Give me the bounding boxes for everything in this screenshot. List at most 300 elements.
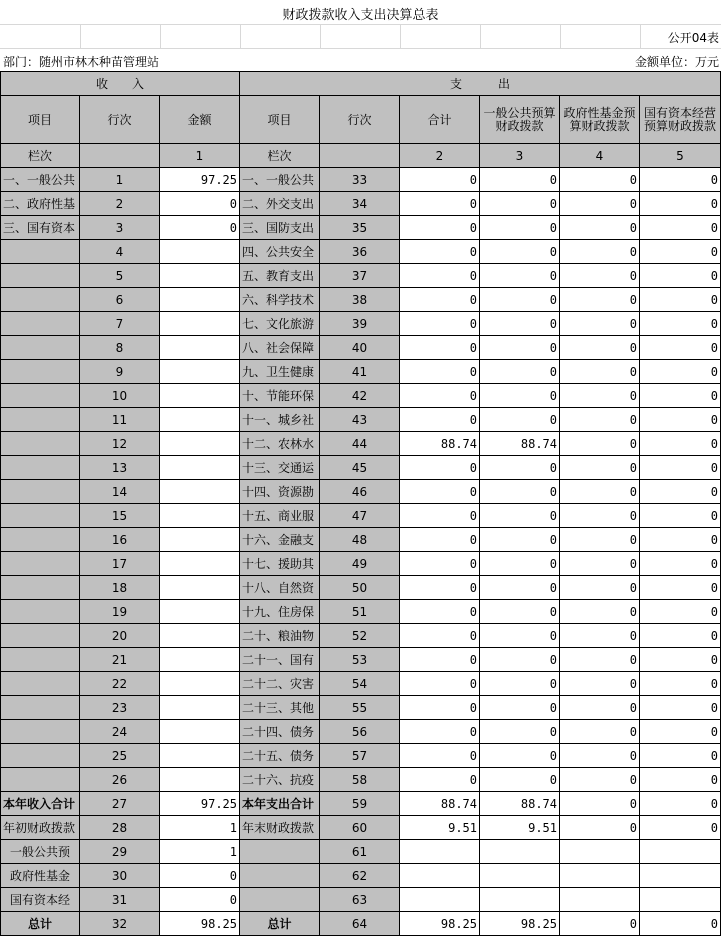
expense-fund: 0 — [560, 912, 640, 936]
expense-item: 二、外交支出 — [240, 192, 320, 216]
income-item — [0, 720, 80, 744]
expense-fund: 0 — [560, 480, 640, 504]
expense-fund: 0 — [560, 168, 640, 192]
income-line-no: 16 — [80, 528, 160, 552]
income-item — [0, 696, 80, 720]
expense-general: 0 — [480, 624, 560, 648]
expense-item — [240, 840, 320, 864]
expense-total: 0 — [400, 768, 480, 792]
expense-general: 0 — [480, 408, 560, 432]
income-line-no: 9 — [80, 360, 160, 384]
expense-item: 总计 — [240, 912, 320, 936]
expense-header: 支 出 — [240, 71, 721, 96]
income-line-no: 5 — [80, 264, 160, 288]
expense-state: 0 — [640, 528, 721, 552]
expense-state: 0 — [640, 312, 721, 336]
income-line-no: 23 — [80, 696, 160, 720]
income-item: 政府性基金 — [0, 864, 80, 888]
expense-general: 88.74 — [480, 432, 560, 456]
expense-line-no: 37 — [320, 264, 400, 288]
expense-fund: 0 — [560, 240, 640, 264]
expense-state: 0 — [640, 696, 721, 720]
income-amount: 1 — [160, 840, 240, 864]
expense-fund: 0 — [560, 456, 640, 480]
expense-item: 十七、援助其 — [240, 552, 320, 576]
income-line-no: 13 — [80, 456, 160, 480]
form-code: 公开04表 — [667, 30, 719, 45]
expense-item: 九、卫生健康 — [240, 360, 320, 384]
income-item: 总计 — [0, 912, 80, 936]
expense-total: 0 — [400, 672, 480, 696]
sheet-title: 财政拨款收入支出决算总表 — [282, 7, 439, 23]
expense-line-no: 36 — [320, 240, 400, 264]
expense-line-no: 45 — [320, 456, 400, 480]
expense-total: 0 — [400, 600, 480, 624]
col-general-budget: 一般公共预算财政拨款 — [480, 96, 560, 144]
expense-item: 一、一般公共 — [240, 168, 320, 192]
income-item — [0, 744, 80, 768]
income-amount — [160, 600, 240, 624]
expense-general: 98.25 — [480, 912, 560, 936]
expense-fund — [560, 864, 640, 888]
expense-state — [640, 864, 721, 888]
expense-total: 88.74 — [400, 432, 480, 456]
income-item — [0, 312, 80, 336]
income-line-no: 4 — [80, 240, 160, 264]
income-amount — [160, 288, 240, 312]
income-item: 一般公共预 — [0, 840, 80, 864]
income-line-no: 29 — [80, 840, 160, 864]
income-item — [0, 384, 80, 408]
income-item: 年初财政拨款 — [0, 816, 80, 840]
expense-line-no: 56 — [320, 720, 400, 744]
income-line-no: 27 — [80, 792, 160, 816]
col-number-blank — [80, 144, 160, 168]
col-number-1: 1 — [160, 144, 240, 168]
income-item: 二、政府性基 — [0, 192, 80, 216]
expense-general: 0 — [480, 744, 560, 768]
expense-state: 0 — [640, 360, 721, 384]
income-line-no: 24 — [80, 720, 160, 744]
expense-general: 0 — [480, 552, 560, 576]
expense-total: 88.74 — [400, 792, 480, 816]
income-line-no: 3 — [80, 216, 160, 240]
expense-general — [480, 888, 560, 912]
expense-general: 0 — [480, 360, 560, 384]
expense-line-no: 61 — [320, 840, 400, 864]
expense-general: 0 — [480, 312, 560, 336]
income-item: 国有资本经 — [0, 888, 80, 912]
col-income-amount: 金额 — [160, 96, 240, 144]
expense-item: 四、公共安全 — [240, 240, 320, 264]
expense-item: 年末财政拨款 — [240, 816, 320, 840]
income-header: 收 入 — [0, 71, 240, 96]
expense-fund: 0 — [560, 696, 640, 720]
unit-label: 金额单位：万元 — [634, 54, 719, 69]
income-amount: 97.25 — [160, 792, 240, 816]
income-line-no: 21 — [80, 648, 160, 672]
expense-line-no: 33 — [320, 168, 400, 192]
expense-general: 0 — [480, 576, 560, 600]
expense-total: 0 — [400, 456, 480, 480]
col-income-item: 项目 — [0, 96, 80, 144]
expense-fund: 0 — [560, 360, 640, 384]
income-amount — [160, 384, 240, 408]
col-total: 合计 — [400, 96, 480, 144]
expense-item: 十九、住房保 — [240, 600, 320, 624]
expense-item: 二十、粮油物 — [240, 624, 320, 648]
expense-general: 0 — [480, 456, 560, 480]
income-line-no: 14 — [80, 480, 160, 504]
income-amount — [160, 744, 240, 768]
expense-fund: 0 — [560, 768, 640, 792]
expense-state: 0 — [640, 192, 721, 216]
income-amount: 98.25 — [160, 912, 240, 936]
expense-line-no: 58 — [320, 768, 400, 792]
income-item — [0, 480, 80, 504]
expense-total: 0 — [400, 480, 480, 504]
expense-total: 0 — [400, 576, 480, 600]
income-amount — [160, 360, 240, 384]
expense-line-no: 35 — [320, 216, 400, 240]
expense-item: 六、科学技术 — [240, 288, 320, 312]
income-item — [0, 432, 80, 456]
expense-state: 0 — [640, 624, 721, 648]
col-number-label: 栏次 — [240, 144, 320, 168]
expense-general — [480, 840, 560, 864]
expense-total: 0 — [400, 360, 480, 384]
expense-item: 二十四、债务 — [240, 720, 320, 744]
expense-general: 0 — [480, 240, 560, 264]
expense-line-no: 41 — [320, 360, 400, 384]
expense-fund: 0 — [560, 504, 640, 528]
expense-fund: 0 — [560, 576, 640, 600]
expense-line-no: 59 — [320, 792, 400, 816]
expense-item: 三、国防支出 — [240, 216, 320, 240]
expense-item: 八、社会保障 — [240, 336, 320, 360]
expense-total: 0 — [400, 336, 480, 360]
expense-state: 0 — [640, 168, 721, 192]
expense-line-no: 55 — [320, 696, 400, 720]
expense-state: 0 — [640, 816, 721, 840]
expense-item — [240, 864, 320, 888]
col-state-capital: 国有资本经营预算财政拨款 — [640, 96, 721, 144]
expense-fund: 0 — [560, 216, 640, 240]
income-item — [0, 672, 80, 696]
expense-item — [240, 888, 320, 912]
income-item — [0, 648, 80, 672]
expense-line-no: 63 — [320, 888, 400, 912]
expense-line-no: 39 — [320, 312, 400, 336]
income-amount — [160, 624, 240, 648]
income-item — [0, 768, 80, 792]
income-item: 本年收入合计 — [0, 792, 80, 816]
income-line-no: 26 — [80, 768, 160, 792]
expense-state: 0 — [640, 432, 721, 456]
expense-fund: 0 — [560, 432, 640, 456]
income-line-no: 1 — [80, 168, 160, 192]
expense-fund: 0 — [560, 744, 640, 768]
expense-line-no: 46 — [320, 480, 400, 504]
expense-state: 0 — [640, 720, 721, 744]
expense-state: 0 — [640, 288, 721, 312]
expense-general: 0 — [480, 696, 560, 720]
col-number-blank — [320, 144, 400, 168]
income-amount — [160, 264, 240, 288]
expense-general: 0 — [480, 720, 560, 744]
expense-fund: 0 — [560, 672, 640, 696]
expense-state: 0 — [640, 600, 721, 624]
expense-item: 十五、商业服 — [240, 504, 320, 528]
expense-total: 0 — [400, 264, 480, 288]
expense-general: 0 — [480, 528, 560, 552]
expense-total — [400, 888, 480, 912]
expense-general: 88.74 — [480, 792, 560, 816]
expense-item: 二十六、抗疫 — [240, 768, 320, 792]
col-number-label: 栏次 — [0, 144, 80, 168]
expense-fund: 0 — [560, 336, 640, 360]
expense-item: 十四、资源勘 — [240, 480, 320, 504]
income-line-no: 11 — [80, 408, 160, 432]
income-amount: 0 — [160, 192, 240, 216]
expense-fund — [560, 888, 640, 912]
income-amount — [160, 240, 240, 264]
expense-general: 0 — [480, 336, 560, 360]
expense-state: 0 — [640, 408, 721, 432]
income-item — [0, 264, 80, 288]
expense-general: 0 — [480, 648, 560, 672]
income-item — [0, 528, 80, 552]
expense-fund: 0 — [560, 408, 640, 432]
income-item — [0, 456, 80, 480]
expense-line-no: 48 — [320, 528, 400, 552]
expense-state: 0 — [640, 240, 721, 264]
col-expense-line: 行次 — [320, 96, 400, 144]
income-item — [0, 288, 80, 312]
income-line-no: 30 — [80, 864, 160, 888]
expense-item: 二十二、灾害 — [240, 672, 320, 696]
expense-total: 98.25 — [400, 912, 480, 936]
expense-total: 0 — [400, 312, 480, 336]
expense-total: 0 — [400, 288, 480, 312]
col-number-4: 4 — [560, 144, 640, 168]
income-amount — [160, 336, 240, 360]
expense-line-no: 43 — [320, 408, 400, 432]
col-number-3: 3 — [480, 144, 560, 168]
expense-item: 本年支出合计 — [240, 792, 320, 816]
expense-fund: 0 — [560, 816, 640, 840]
expense-state: 0 — [640, 336, 721, 360]
expense-general: 0 — [480, 600, 560, 624]
expense-line-no: 50 — [320, 576, 400, 600]
expense-line-no: 51 — [320, 600, 400, 624]
expense-total: 0 — [400, 552, 480, 576]
expense-total: 0 — [400, 216, 480, 240]
income-amount: 1 — [160, 816, 240, 840]
income-amount: 0 — [160, 216, 240, 240]
income-line-no: 25 — [80, 744, 160, 768]
expense-state: 0 — [640, 768, 721, 792]
income-amount — [160, 648, 240, 672]
expense-line-no: 44 — [320, 432, 400, 456]
income-item: 三、国有资本 — [0, 216, 80, 240]
income-amount — [160, 768, 240, 792]
expense-general: 0 — [480, 504, 560, 528]
expense-total — [400, 840, 480, 864]
expense-general: 0 — [480, 264, 560, 288]
income-amount — [160, 312, 240, 336]
expense-total: 0 — [400, 192, 480, 216]
income-line-no: 32 — [80, 912, 160, 936]
income-item: 一、一般公共 — [0, 168, 80, 192]
expense-general: 0 — [480, 288, 560, 312]
expense-line-no: 40 — [320, 336, 400, 360]
expense-state: 0 — [640, 552, 721, 576]
expense-line-no: 49 — [320, 552, 400, 576]
expense-item: 二十一、国有 — [240, 648, 320, 672]
expense-fund: 0 — [560, 192, 640, 216]
expense-item: 十、节能环保 — [240, 384, 320, 408]
expense-fund: 0 — [560, 384, 640, 408]
income-item — [0, 624, 80, 648]
expense-line-no: 38 — [320, 288, 400, 312]
expense-line-no: 52 — [320, 624, 400, 648]
department-label: 部门：随州市林木种苗管理站 — [3, 54, 160, 69]
expense-line-no: 53 — [320, 648, 400, 672]
income-amount — [160, 456, 240, 480]
expense-item: 十一、城乡社 — [240, 408, 320, 432]
income-item — [0, 360, 80, 384]
expense-fund — [560, 840, 640, 864]
expense-general: 0 — [480, 672, 560, 696]
col-income-line: 行次 — [80, 96, 160, 144]
expense-item: 十六、金融支 — [240, 528, 320, 552]
expense-total: 0 — [400, 168, 480, 192]
expense-item: 十二、农林水 — [240, 432, 320, 456]
expense-total: 9.51 — [400, 816, 480, 840]
expense-total: 0 — [400, 528, 480, 552]
income-line-no: 8 — [80, 336, 160, 360]
col-number-5: 5 — [640, 144, 721, 168]
expense-state: 0 — [640, 576, 721, 600]
col-fund-budget: 政府性基金预算财政拨款 — [560, 96, 640, 144]
col-expense-item: 项目 — [240, 96, 320, 144]
expense-total: 0 — [400, 384, 480, 408]
expense-fund: 0 — [560, 720, 640, 744]
expense-item: 二十五、债务 — [240, 744, 320, 768]
income-line-no: 19 — [80, 600, 160, 624]
expense-item: 十三、交通运 — [240, 456, 320, 480]
income-amount: 97.25 — [160, 168, 240, 192]
income-item — [0, 600, 80, 624]
expense-fund: 0 — [560, 600, 640, 624]
expense-total: 0 — [400, 624, 480, 648]
expense-fund: 0 — [560, 528, 640, 552]
col-number-2: 2 — [400, 144, 480, 168]
income-amount: 0 — [160, 864, 240, 888]
income-line-no: 15 — [80, 504, 160, 528]
income-amount — [160, 576, 240, 600]
expense-general: 0 — [480, 192, 560, 216]
income-amount — [160, 504, 240, 528]
expense-state: 0 — [640, 648, 721, 672]
expense-item: 七、文化旅游 — [240, 312, 320, 336]
income-amount — [160, 672, 240, 696]
income-line-no: 7 — [80, 312, 160, 336]
expense-line-no: 64 — [320, 912, 400, 936]
expense-general: 0 — [480, 384, 560, 408]
income-amount — [160, 552, 240, 576]
expense-total: 0 — [400, 744, 480, 768]
expense-line-no: 62 — [320, 864, 400, 888]
expense-fund: 0 — [560, 648, 640, 672]
income-line-no: 22 — [80, 672, 160, 696]
expense-fund: 0 — [560, 792, 640, 816]
income-amount — [160, 408, 240, 432]
expense-state: 0 — [640, 504, 721, 528]
expense-state: 0 — [640, 480, 721, 504]
expense-state: 0 — [640, 456, 721, 480]
expense-fund: 0 — [560, 624, 640, 648]
income-line-no: 12 — [80, 432, 160, 456]
income-amount — [160, 528, 240, 552]
income-item — [0, 240, 80, 264]
expense-state: 0 — [640, 672, 721, 696]
expense-item: 五、教育支出 — [240, 264, 320, 288]
income-amount — [160, 696, 240, 720]
expense-fund: 0 — [560, 288, 640, 312]
expense-state — [640, 840, 721, 864]
income-item — [0, 336, 80, 360]
expense-total: 0 — [400, 720, 480, 744]
income-line-no: 31 — [80, 888, 160, 912]
expense-general: 9.51 — [480, 816, 560, 840]
expense-state: 0 — [640, 384, 721, 408]
expense-state: 0 — [640, 216, 721, 240]
expense-state: 0 — [640, 264, 721, 288]
expense-state: 0 — [640, 912, 721, 936]
income-line-no: 17 — [80, 552, 160, 576]
expense-total: 0 — [400, 648, 480, 672]
expense-general: 0 — [480, 480, 560, 504]
expense-fund: 0 — [560, 264, 640, 288]
income-amount: 0 — [160, 888, 240, 912]
expense-general: 0 — [480, 216, 560, 240]
expense-state: 0 — [640, 792, 721, 816]
income-item — [0, 408, 80, 432]
expense-item: 二十三、其他 — [240, 696, 320, 720]
income-item — [0, 552, 80, 576]
expense-line-no: 54 — [320, 672, 400, 696]
expense-total: 0 — [400, 504, 480, 528]
income-item — [0, 504, 80, 528]
expense-general: 0 — [480, 168, 560, 192]
expense-state: 0 — [640, 744, 721, 768]
expense-line-no: 57 — [320, 744, 400, 768]
expense-line-no: 42 — [320, 384, 400, 408]
income-amount — [160, 432, 240, 456]
income-line-no: 6 — [80, 288, 160, 312]
expense-fund: 0 — [560, 552, 640, 576]
expense-total: 0 — [400, 408, 480, 432]
expense-line-no: 47 — [320, 504, 400, 528]
expense-total — [400, 864, 480, 888]
expense-fund: 0 — [560, 312, 640, 336]
expense-total: 0 — [400, 696, 480, 720]
income-line-no: 20 — [80, 624, 160, 648]
income-item — [0, 576, 80, 600]
expense-total: 0 — [400, 240, 480, 264]
